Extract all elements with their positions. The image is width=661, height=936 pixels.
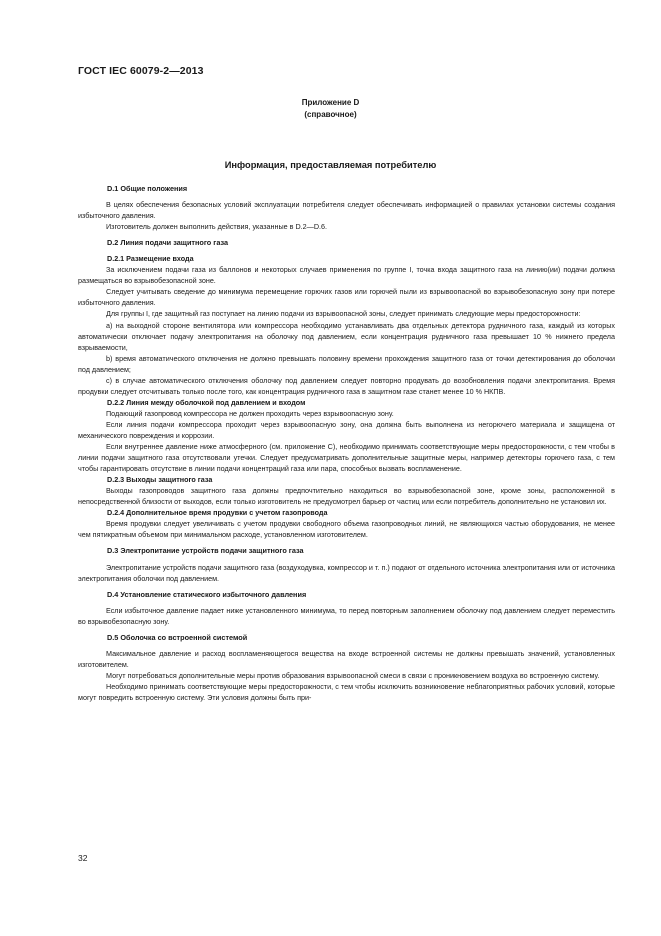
paragraph: Время продувки следует увеличивать с учетом продувки свободного объема газопроводных линий, не являющихся частью оборудования, не менее чем пятикратным объемом при минимальном расходе, установленном изготовителем. (78, 519, 615, 540)
section-heading-d4: D.4 Установление статического избыточного давления (107, 589, 307, 599)
subsection-heading-d21: D.2.1 Размещение входа (107, 254, 194, 264)
paragraph: Если линия подачи компрессора проходит через взрывоопасную зону, она должна быть выполнена из негорючего материала и защищена от механического повреждения и коррозии. (78, 419, 615, 440)
section-heading-d3: D.3 Электропитание устройств подачи защитного газа (107, 546, 304, 556)
paragraph: Изготовитель должен выполнить действия, указанные в D.2—D.6. (106, 222, 328, 232)
paragraph: Если внутреннее давление ниже атмосферного (см. приложение C), необходимо принимать соответствующие меры предосторожности, с тем чтобы в линии подачи защитного газа отсутствовали утечки. Следует предусматривать дополнительные защитные меры, например детекторы горючего газа, с тем чтобы гарантировать отсутствие в линии подачи концентраций газа или пара, способных вызвать воспламенение. (78, 442, 615, 474)
paragraph: В целях обеспечения безопасных условий эксплуатации потребителя следует обеспечивать информацией о правилах установки системы создания избыточного давления. (78, 200, 615, 221)
section-heading-d1: D.1 Общие положения (107, 184, 188, 193)
section-heading-d5: D.5 Оболочка со встроенной системой (107, 632, 248, 642)
list-item-c: c) в случае автоматического отключения оболочку под давлением следует повторно продувать до возобновления подачи электропитания. Время продувки следует отсчитывать только после того, как концентрация рудничного газа в защитном газе станет менее 10 % НКПВ. (78, 375, 615, 396)
subsection-heading-d23: D.2.3 Выходы защитного газа (107, 475, 213, 485)
annex-heading: Информация, предоставляемая потребителю (224, 160, 437, 170)
paragraph: Для группы I, где защитный газ поступает на линию подачи из взрывоопасной зоны, следует принимать следующие меры предосторожности: (106, 309, 581, 319)
subsection-heading-d22: D.2.2 Линия между оболочкой под давлением и входом (107, 397, 306, 407)
paragraph: Подающий газопровод компрессора не должен проходить через взрывоопасную зону. (106, 408, 394, 418)
document-header: ГОСТ IEC 60079-2—2013 (78, 65, 204, 77)
list-item-b: b) время автоматического отключения не должно превышать половину времени прохождения защитного газа от точки детектирования до оболочки под давлением; (78, 353, 615, 374)
paragraph: Необходимо принимать соответствующие меры предосторожности, с тем чтобы исключить возникновение неблагоприятных рабочих условий, которые могут повредить встроенную систему. Эти условия должны быть при- (78, 681, 615, 702)
paragraph: Электропитание устройств подачи защитного газа (воздуходувка, компрессор и т. п.) подают от отдельного источника электропитания или от источника электропитания оболочки под давлением. (78, 562, 615, 583)
paragraph: За исключением подачи газа из баллонов и некоторых случаев применения по группе I, точка входа защитного газа на линию(ии) подачи должна размещаться во взрывобезопасной зоне. (78, 265, 615, 286)
paragraph: Максимальное давление и расход воспламеняющегося вещества на входе встроенной системы не должны превышать значений, установленных изготовителем. (78, 648, 615, 669)
paragraph: Выходы газопроводов защитного газа должны предпочтительно находиться во взрывобезопасной зоне, кроме зоны, расположенной в непосредственной близости от выходов, если только изготовитель не предусмотрел барьер от частиц или если потребитель дополнительно не установил их. (78, 486, 615, 507)
section-heading-d2: D.2 Линия подачи защитного газа (107, 238, 229, 248)
paragraph: Следует учитывать сведение до минимума перемещение горючих газов или горючей пыли из взрывоопасной во взрывобезопасную зону при потере избыточного давления. (78, 287, 615, 308)
paragraph: Могут потребоваться дополнительные меры против образования взрывоопасной смеси в связи с проникновением воздуха во встроенную систему. (106, 670, 600, 680)
page-number: 32 (78, 853, 88, 863)
annex-title: Приложение D (301, 98, 360, 107)
annex-subtitle: (справочное) (304, 110, 357, 119)
document-body (78, 183, 615, 703)
paragraph: Если избыточное давление падает ниже установленного минимума, то перед повторным заполнением оболочку под давлением следует переместить во взрывобезопасную зону. (78, 605, 615, 626)
list-item-a: a) на выходной стороне вентилятора или компрессора необходимо устанавливать два отдельных детектора рудничного газа, каждый из которых автоматически отключает подачу электропитания на оболочку под давлением, если концентрация рудничного газа превышает 10 % нижнего предела взрываемости, (78, 320, 615, 352)
subsection-heading-d24: D.2.4 Дополнительное время продувки с учетом газопровода (107, 508, 328, 518)
